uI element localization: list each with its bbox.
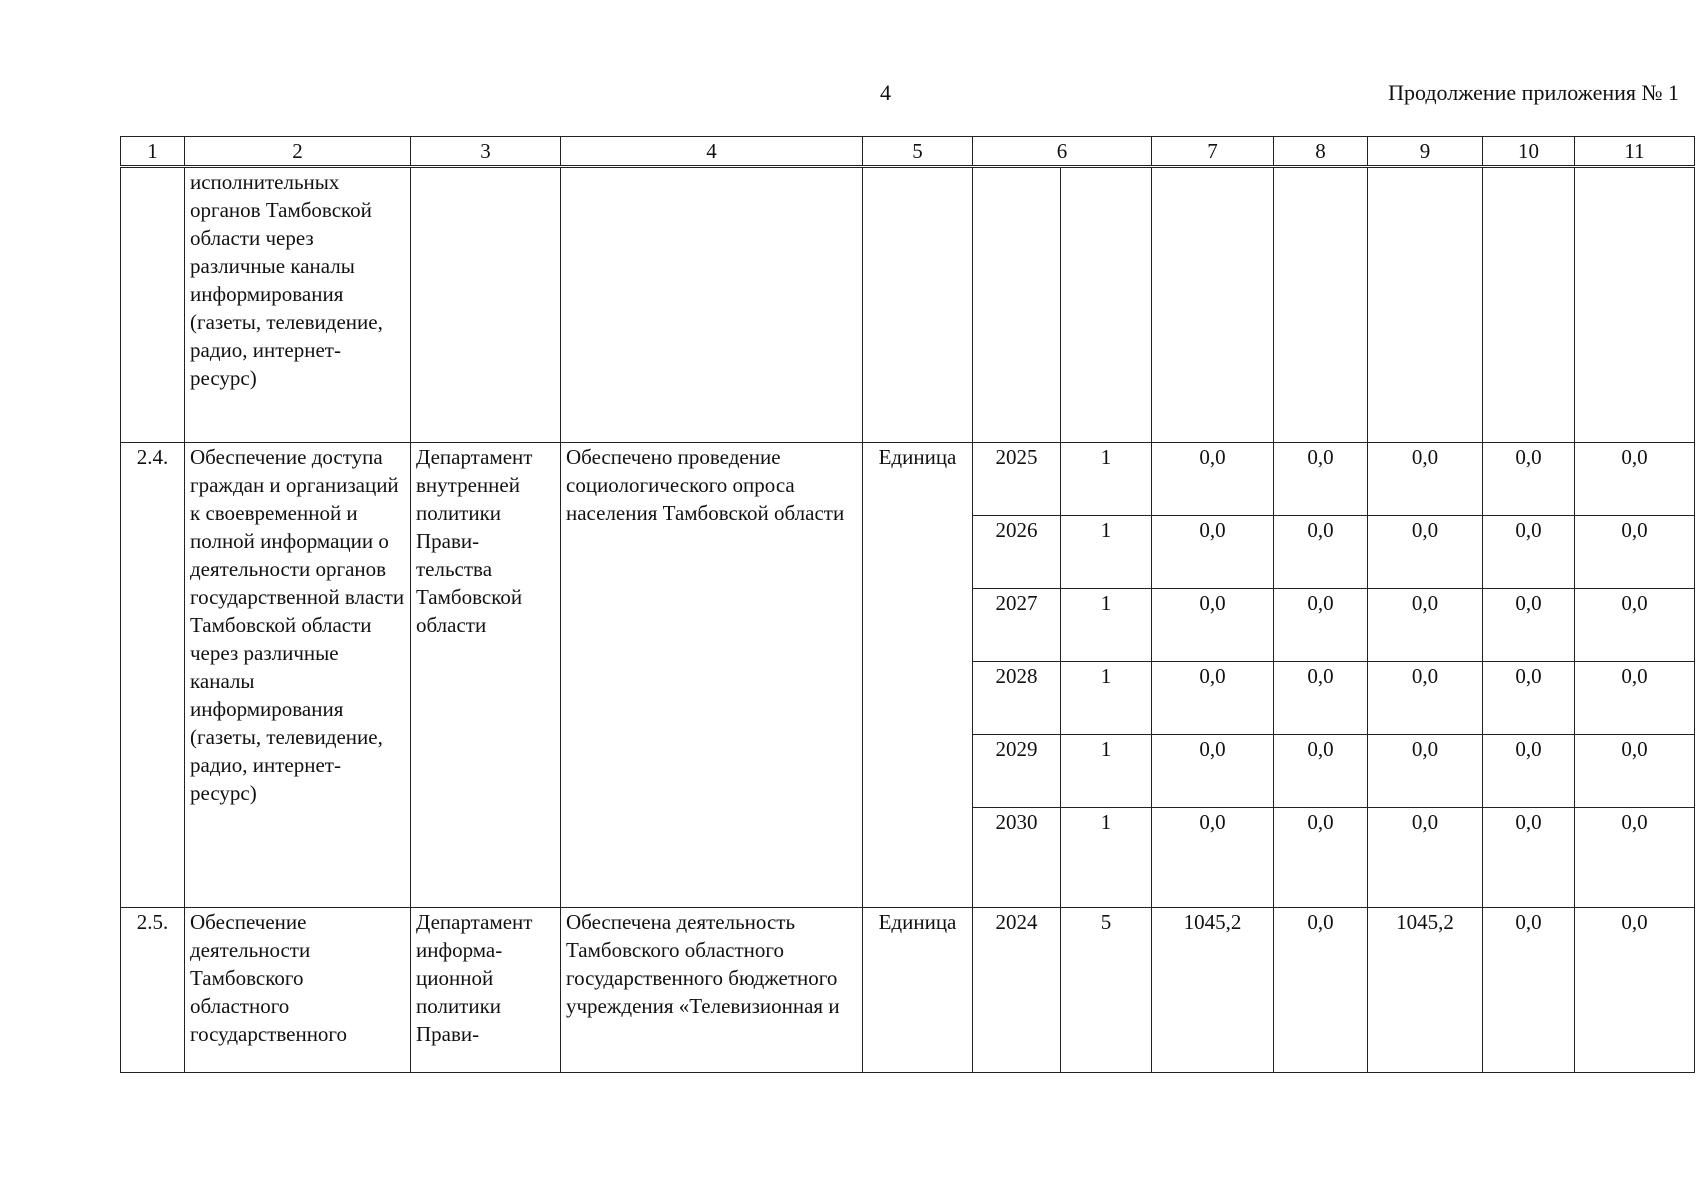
cell-executor: Департамент информа-ционной политики Прави- [411,908,561,1073]
cell-num: 2.5. [121,908,185,1073]
cell-result: Обеспечена деятельность Тамбовского областного государственного бюджетного учреждения «Телевизионная и [561,908,863,1073]
cell-unit: Единица [863,908,973,1073]
cell-col8: 0,0 [1274,516,1368,589]
cell-year: 2030 [973,808,1061,908]
cell-num: 2.4. [121,443,185,908]
cell-col10: 0,0 [1483,908,1575,1073]
cell-empty [561,167,863,443]
cell-col10: 0,0 [1483,735,1575,808]
cell-col7: 0,0 [1152,662,1274,735]
cell-col9: 0,0 [1368,516,1483,589]
cell-empty [1152,167,1274,443]
cell-col8: 0,0 [1274,808,1368,908]
col-header-9: 9 [1368,137,1483,167]
col-header-5: 5 [863,137,973,167]
cell-empty [1061,167,1152,443]
cell-year: 2029 [973,735,1061,808]
cell-value: 1 [1061,589,1152,662]
cell-col11: 0,0 [1575,516,1695,589]
cell-executor: Департамент внутренней политики Прави-тельства Тамбовской области [411,443,561,908]
cell-year: 2025 [973,443,1061,516]
cell-col8: 0,0 [1274,589,1368,662]
appendix-table [120,136,1695,1073]
cell-empty [863,167,973,443]
table-row [121,908,1695,1073]
cell-col10: 0,0 [1483,516,1575,589]
cell-col9: 0,0 [1368,443,1483,516]
cell-result: Обеспечено проведение социологического опроса населения Тамбовской области [561,443,863,908]
cell-col7: 0,0 [1152,589,1274,662]
cell-col11: 0,0 [1575,808,1695,908]
cell-col8: 0,0 [1274,908,1368,1073]
cell-unit: Единица [863,443,973,908]
cell-name: Обеспечение доступа граждан и организаций к своевременной и полной информации о деятельности органов государственной власти Тамбовской области через различные каналы информирования (газеты, телевидение, радио, интернет-ресурс) [185,443,411,908]
cell-empty [1368,167,1483,443]
cell-name: исполнительных органов Тамбовской области через различные каналы информирования (газеты, телевидение, радио, интернет-ресурс) [185,167,411,443]
col-header-7: 7 [1152,137,1274,167]
cell-value: 1 [1061,735,1152,808]
cell-col7: 0,0 [1152,516,1274,589]
continuation-label: Продолжение приложения № 1 [1388,80,1679,105]
cell-col7: 1045,2 [1152,908,1274,1073]
col-header-11: 11 [1575,137,1695,167]
cell-col10: 0,0 [1483,808,1575,908]
cell-col11: 0,0 [1575,662,1695,735]
cell-col11: 0,0 [1575,735,1695,808]
col-header-8: 8 [1274,137,1368,167]
cell-year: 2027 [973,589,1061,662]
cell-col7: 0,0 [1152,808,1274,908]
table-row [121,443,1695,516]
cell-col9: 0,0 [1368,589,1483,662]
cell-col7: 0,0 [1152,735,1274,808]
cell-col11: 0,0 [1575,908,1695,1073]
cell-value: 1 [1061,808,1152,908]
cell-col9: 1045,2 [1368,908,1483,1073]
cell-empty [1274,167,1368,443]
col-header-6: 6 [973,137,1152,167]
cell-col11: 0,0 [1575,443,1695,516]
cell-value: 1 [1061,662,1152,735]
cell-empty [1483,167,1575,443]
cell-year: 2028 [973,662,1061,735]
cell-col10: 0,0 [1483,589,1575,662]
cell-col9: 0,0 [1368,735,1483,808]
cell-col7: 0,0 [1152,443,1274,516]
cell-empty [1575,167,1695,443]
cell-value: 1 [1061,516,1152,589]
cell-col8: 0,0 [1274,735,1368,808]
page-number: 4 [880,80,891,105]
cell-col10: 0,0 [1483,443,1575,516]
cell-col11: 0,0 [1575,589,1695,662]
cell-num-empty [121,167,185,443]
cell-value: 5 [1061,908,1152,1073]
col-header-3: 3 [411,137,561,167]
col-header-4: 4 [561,137,863,167]
cell-col10: 0,0 [1483,662,1575,735]
col-header-2: 2 [185,137,411,167]
cell-col8: 0,0 [1274,662,1368,735]
col-header-1: 1 [121,137,185,167]
column-number-row [121,137,1695,167]
table-row-continued [121,167,1695,443]
cell-col9: 0,0 [1368,662,1483,735]
cell-col9: 0,0 [1368,808,1483,908]
cell-name: Обеспечение деятельности Тамбовского областного государственного [185,908,411,1073]
cell-empty [411,167,561,443]
cell-year: 2024 [973,908,1061,1073]
col-header-10: 10 [1483,137,1575,167]
cell-value: 1 [1061,443,1152,516]
cell-col8: 0,0 [1274,443,1368,516]
cell-year: 2026 [973,516,1061,589]
cell-empty [973,167,1061,443]
